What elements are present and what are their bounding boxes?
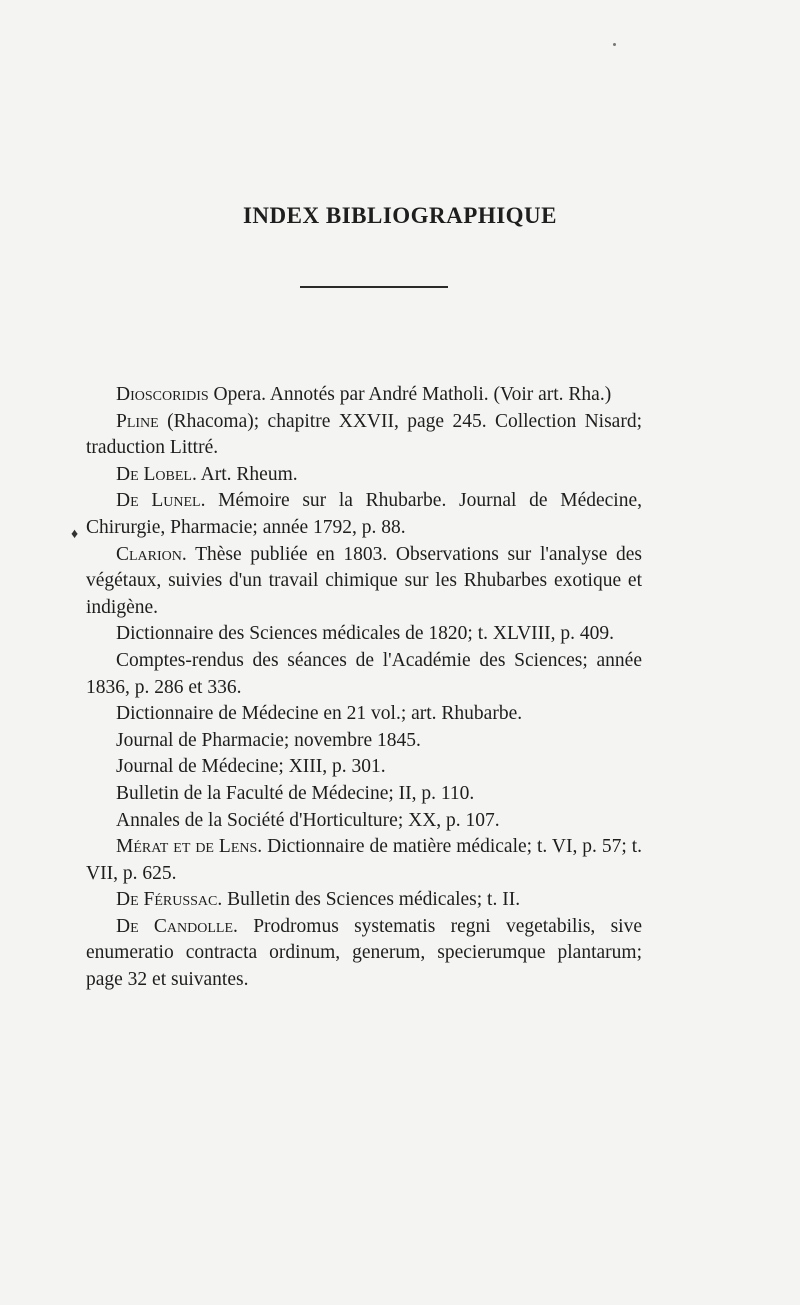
speck [613,43,616,46]
entry-author: De Lobel. [116,463,197,485]
entry-author: Mérat et de Lens. [116,836,263,858]
bibliography-entry [86,728,642,755]
bibliography-entry [86,781,642,808]
bibliography-entry [86,754,642,781]
bibliography-entry [86,648,642,701]
entry-author: De Candolle. [116,915,238,937]
entry-author: Clarion. [116,543,187,565]
entry-text: Art. Rheum. [196,463,298,485]
entry-text: (Rhacoma); chapitre XXVII, page 245. Collection Nisard; traduction Littré. [86,410,642,459]
bibliography-entry [86,488,642,541]
bibliography-entry [86,834,642,887]
entry-text: Thèse publiée en 1803. Observations sur l'analyse des végétaux, suivies d'un travail chimique sur les Rhubarbes exotique et indigène. [86,543,642,618]
bibliography-entry [86,382,642,409]
entry-text: Annales de la Société d'Horticulture; XX, p. 107. [116,809,500,831]
entry-text: Bulletin des Sciences médicales; t. II. [222,889,521,911]
bibliography-entry [86,914,642,994]
entry-text: Comptes-rendus des séances de l'Académie des Sciences; année 1836, p. 286 et 336. [86,649,642,698]
bibliography-entry [86,621,642,648]
entry-text: Journal de Pharmacie; novembre 1845. [116,729,421,751]
entry-author: De Férussac. [116,889,223,911]
entry-text: Bulletin de la Faculté de Médecine; II, p. 110. [116,782,475,804]
entry-text: Mémoire sur la Rhubarbe. Journal de Médecine, Chirurgie, Pharmacie; année 1792, p. 88. [86,490,642,538]
bibliography-entry [86,542,642,622]
bibliography-entry [86,462,642,489]
title-rule [300,286,448,288]
bibliography-entry [86,808,642,835]
entry-text: Prodromus systematis regni vegetabilis, sive enumeratio contracta ordinum, generum, specierumque plantarum; page 32 et suivantes. [86,915,642,991]
entry-text: Journal de Médecine; XIII, p. 301. [116,756,386,778]
entry-text: Opera. Annotés par André Matholi. (Voir art. Rha.) [208,384,612,405]
entry-author: Pline [116,410,159,432]
bibliography-entry [86,887,642,914]
marginal-mark: ♦ [71,527,79,542]
entry-text: Dictionnaire de matière médicale; t. VI, p. 57; t. VII, p. 625. [86,836,642,884]
entry-text: Dictionnaire des Sciences médicales de 1820; t. XLVIII, p. 409. [116,623,615,645]
page-title: INDEX BIBLIOGRAPHIQUE [242,203,558,228]
entry-text: Dictionnaire de Médecine en 21 vol.; art. Rhubarbe. [116,703,523,725]
entry-author: Dioscoridis [116,384,209,405]
entry-author: De Lunel. [116,490,206,512]
bibliography-entry [86,409,642,462]
bibliography-entry [86,701,642,728]
bibliography-list [86,382,642,994]
